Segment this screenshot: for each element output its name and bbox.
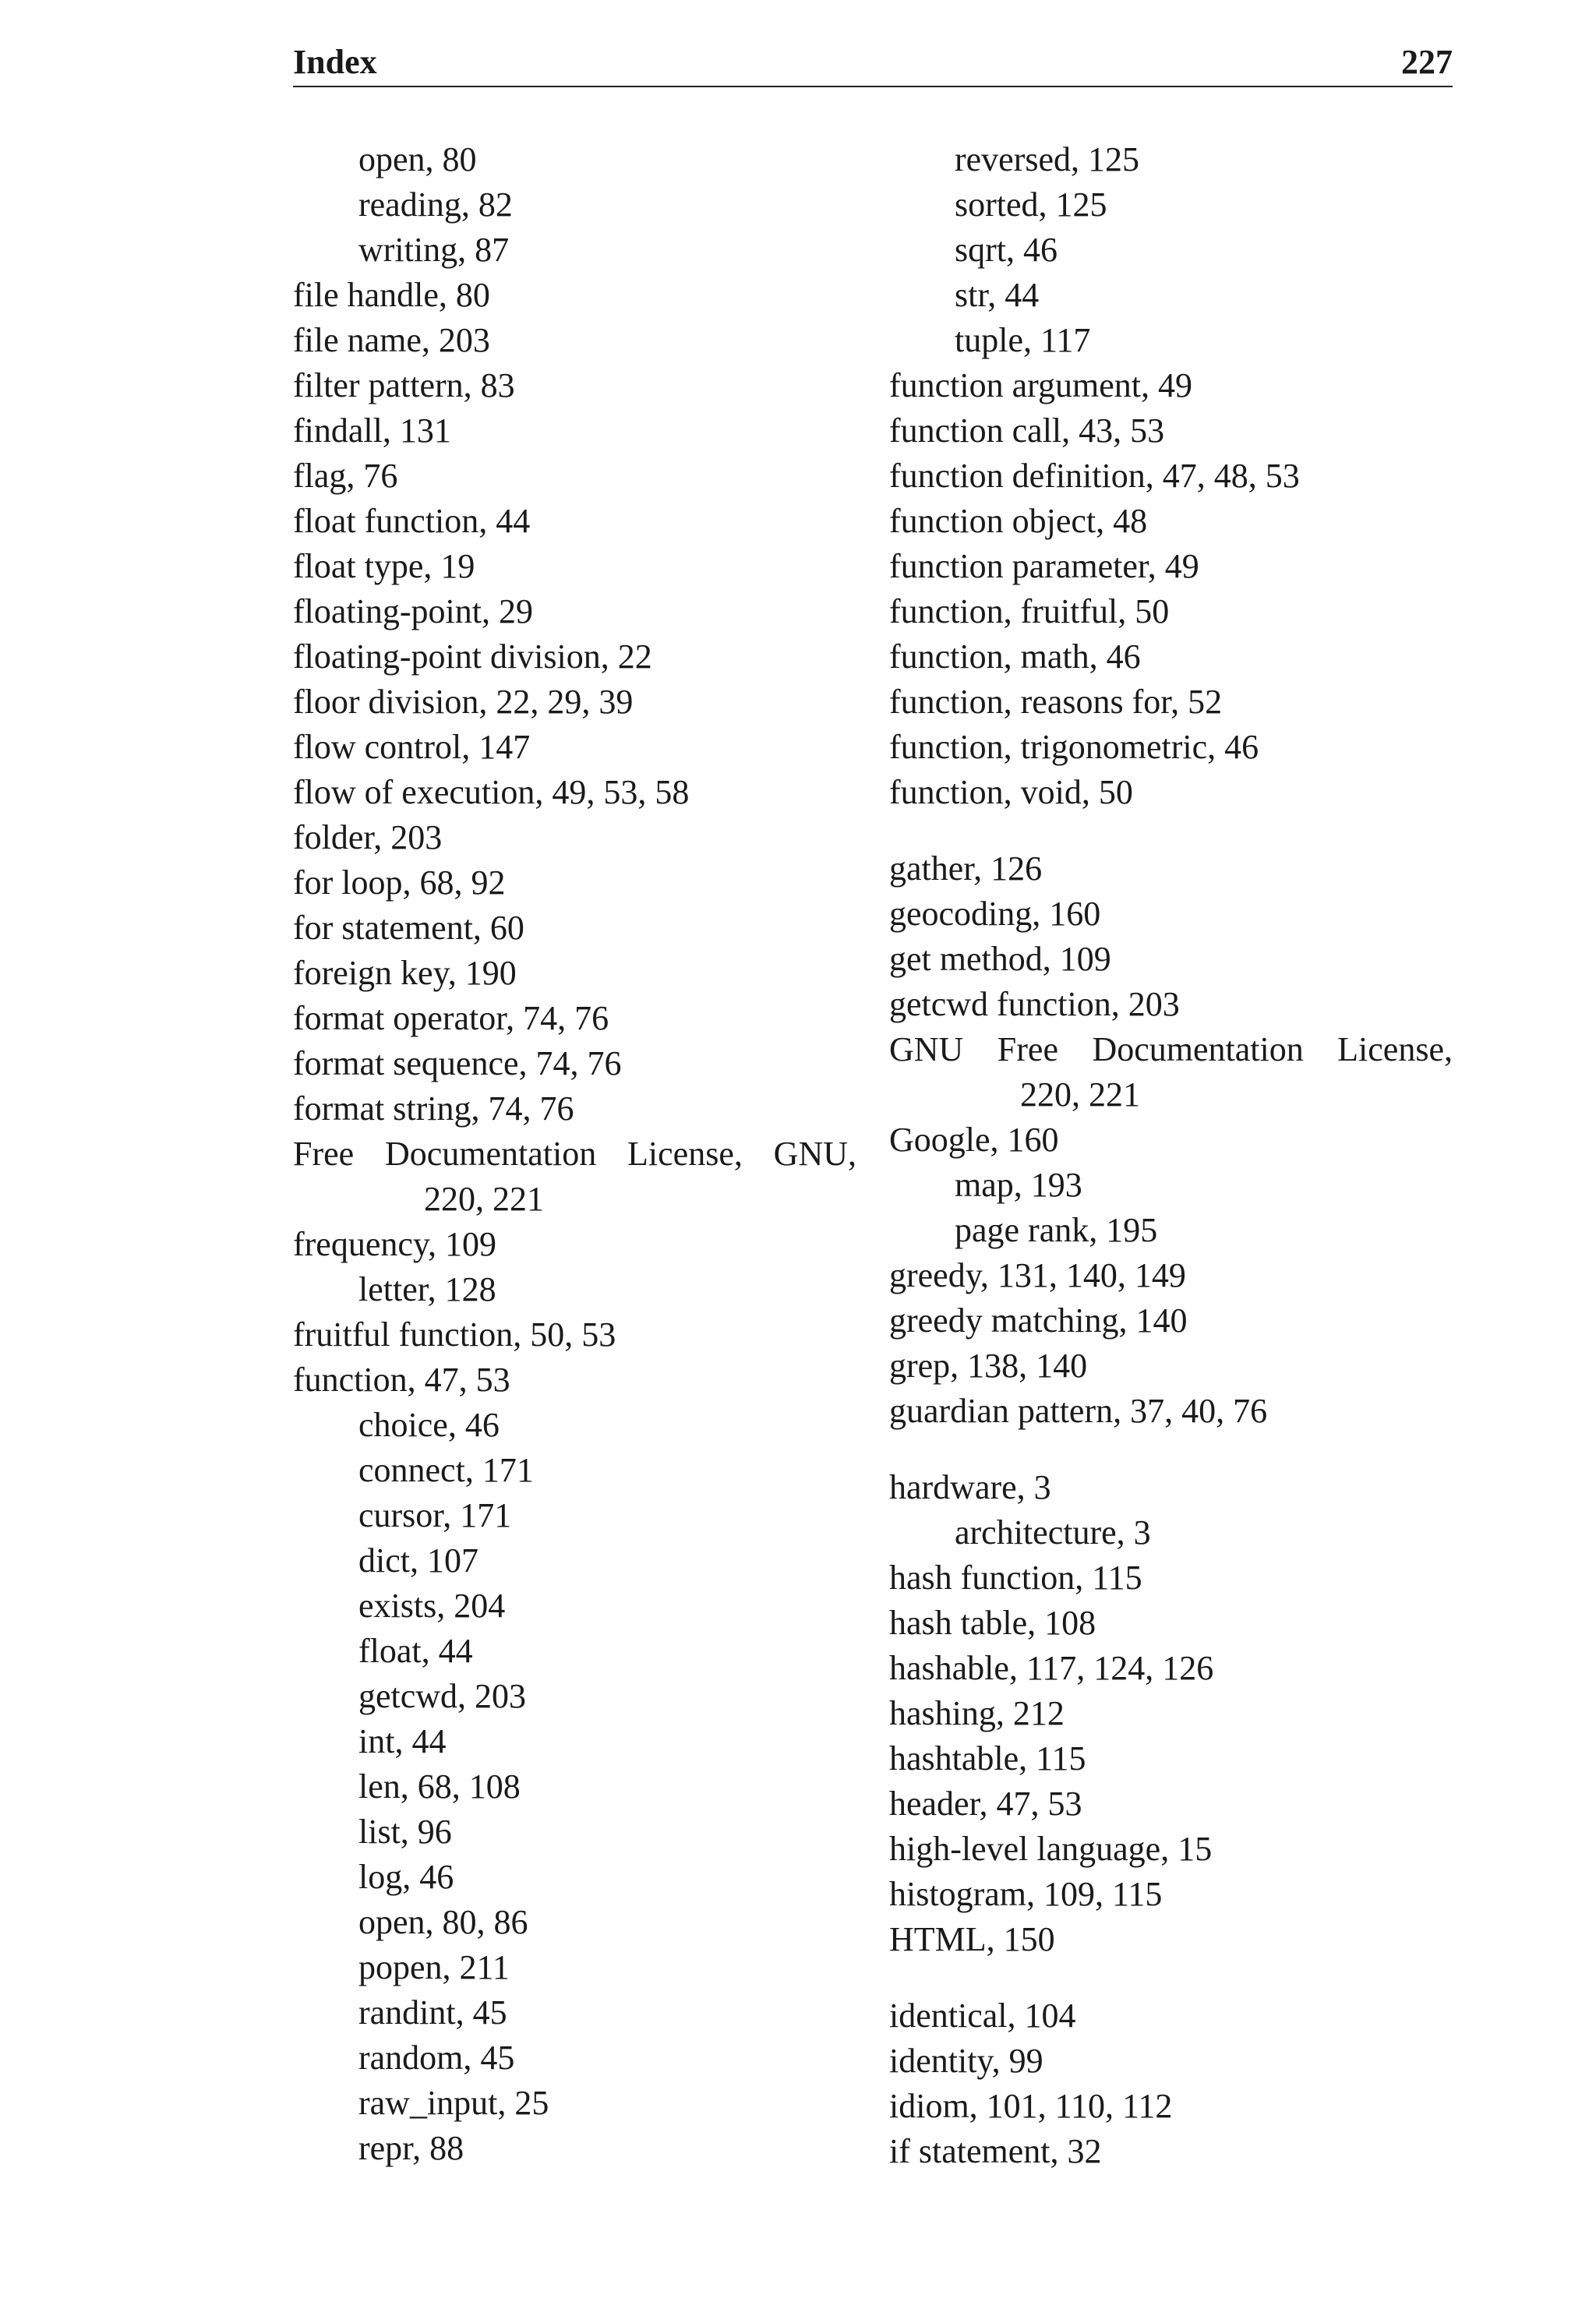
index-subentry: architecture, 3 [955, 1513, 1151, 1552]
index-entry: gather, 126 [889, 849, 1043, 888]
index-entry: geocoding, 160 [889, 895, 1101, 933]
index-entry: get method, 109 [889, 940, 1111, 978]
index-entry: function, trigonometric, 46 [889, 728, 1259, 766]
index-subentry: raw_input, 25 [358, 2084, 549, 2122]
index-entry: function call, 43, 53 [889, 411, 1165, 450]
page-title: Index [293, 43, 377, 81]
index-subentry: log, 46 [358, 1858, 454, 1896]
index-entry: histogram, 109, 115 [889, 1875, 1163, 1913]
index-entry: hashable, 117, 124, 126 [889, 1649, 1214, 1687]
index-subentry: sorted, 125 [955, 185, 1107, 224]
index-subentry: tuple, 117 [955, 321, 1091, 359]
index-entry: Free Documentation License, GNU, [293, 1135, 856, 1173]
index-entry: findall, 131 [293, 411, 451, 450]
index-entry-continuation: 220, 221 [1020, 1075, 1140, 1114]
index-entry: greedy matching, 140 [889, 1301, 1188, 1340]
index-entry: function parameter, 49 [889, 547, 1199, 585]
index-entry: HTML, 150 [889, 1920, 1055, 1958]
index-entry: hardware, 3 [889, 1468, 1051, 1506]
index-entry: guardian pattern, 37, 40, 76 [889, 1392, 1268, 1430]
page-header [293, 41, 1453, 87]
page-number: 227 [1401, 43, 1453, 81]
index-subentry: str, 44 [955, 276, 1040, 314]
index-entry: getcwd function, 203 [889, 985, 1180, 1023]
index-entry: high-level language, 15 [889, 1830, 1213, 1868]
index-subentry: len, 68, 108 [358, 1767, 521, 1806]
index-subentry: popen, 211 [358, 1948, 510, 1986]
index-entry: file name, 203 [293, 321, 490, 359]
index-entry: fruitful function, 50, 53 [293, 1315, 616, 1354]
index-subentry: repr, 88 [358, 2129, 464, 2167]
index-subentry: reversed, 125 [955, 140, 1140, 178]
index-entry: function, math, 46 [889, 637, 1141, 676]
index-subentry: list, 96 [358, 1813, 452, 1851]
index-subentry: cursor, 171 [358, 1496, 512, 1534]
index-entry: format string, 74, 76 [293, 1089, 574, 1128]
index-entry: format sequence, 74, 76 [293, 1044, 622, 1082]
index-entry: hash function, 115 [889, 1559, 1142, 1597]
index-entry: flag, 76 [293, 457, 398, 495]
index-entry: hashing, 212 [889, 1694, 1065, 1732]
index-entry: function argument, 49 [889, 366, 1192, 404]
index-subentry: int, 44 [358, 1722, 447, 1760]
index-entry: function definition, 47, 48, 53 [889, 457, 1300, 495]
index-entry: float type, 19 [293, 547, 475, 585]
index-entry: format operator, 74, 76 [293, 999, 609, 1037]
index-entry: Google, 160 [889, 1121, 1059, 1159]
index-entry: hash table, 108 [889, 1604, 1096, 1642]
index-entry: folder, 203 [293, 818, 443, 856]
index-entry: frequency, 109 [293, 1225, 497, 1263]
index-entry: if statement, 32 [889, 2132, 1102, 2170]
index-subentry: exists, 204 [358, 1587, 506, 1625]
index-subentry: choice, 46 [358, 1406, 500, 1444]
index-subentry: map, 193 [955, 1166, 1082, 1204]
index-subentry: sqrt, 46 [955, 231, 1058, 269]
index-entry: greedy, 131, 140, 149 [889, 1256, 1186, 1294]
index-entry: floating-point division, 22 [293, 637, 652, 676]
index-subentry: randint, 45 [358, 1993, 507, 2032]
index-entry: function, 47, 53 [293, 1361, 510, 1399]
index-subentry: connect, 171 [358, 1451, 534, 1489]
index-entry: flow of execution, 49, 53, 58 [293, 773, 690, 811]
index-subentry: dict, 107 [358, 1541, 478, 1580]
index-entry: foreign key, 190 [293, 954, 517, 992]
index-subentry: open, 80 [358, 140, 477, 178]
index-entry: floating-point, 29 [293, 592, 533, 630]
index-entry: hashtable, 115 [889, 1739, 1086, 1778]
index-subentry: open, 80, 86 [358, 1903, 528, 1941]
index-subentry: writing, 87 [358, 231, 510, 269]
index-column-left [293, 137, 856, 2171]
index-column-right [889, 137, 1453, 2174]
index-entry: idiom, 101, 110, 112 [889, 2087, 1173, 2125]
index-entry-continuation: 220, 221 [424, 1180, 544, 1218]
index-entry: for loop, 68, 92 [293, 863, 506, 902]
index-entry: identical, 104 [889, 1997, 1076, 2035]
index-entry: floor division, 22, 29, 39 [293, 683, 634, 721]
index-entry: flow control, 147 [293, 728, 531, 766]
index-subentry: random, 45 [358, 2039, 515, 2077]
index-entry: file handle, 80 [293, 276, 490, 314]
index-entry: for statement, 60 [293, 909, 524, 947]
index-entry: function object, 48 [889, 502, 1148, 540]
index-subentry: letter, 128 [358, 1270, 496, 1308]
index-entry: function, void, 50 [889, 773, 1133, 811]
index-subentry: getcwd, 203 [358, 1677, 527, 1715]
index-entry: filter pattern, 83 [293, 366, 515, 404]
index-entry: function, fruitful, 50 [889, 592, 1170, 630]
index-subentry: reading, 82 [358, 185, 513, 224]
index-entry: identity, 99 [889, 2042, 1043, 2080]
index-subentry: float, 44 [358, 1632, 473, 1670]
index-entry: function, reasons for, 52 [889, 683, 1223, 721]
index-entry: float function, 44 [293, 502, 531, 540]
index-entry: GNU Free Documentation License, [889, 1030, 1453, 1068]
index-subentry: page rank, 195 [955, 1211, 1158, 1249]
index-entry: grep, 138, 140 [889, 1347, 1088, 1385]
index-entry: header, 47, 53 [889, 1785, 1082, 1823]
